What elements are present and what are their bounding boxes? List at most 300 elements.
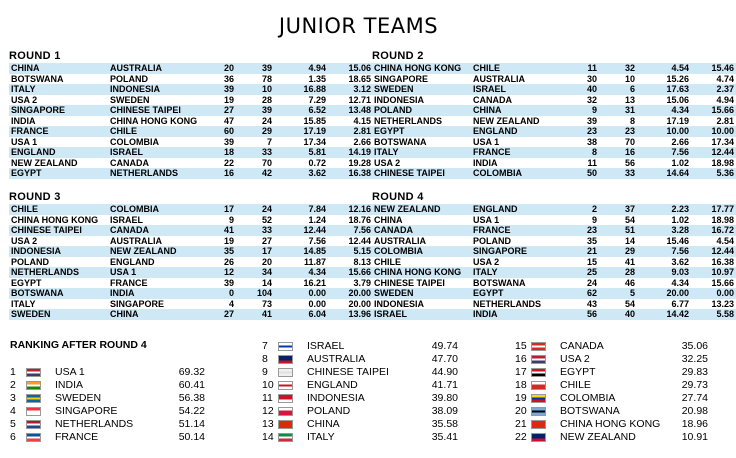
team-b: FRANCE (471, 147, 571, 158)
imps-b: 24 (236, 204, 274, 215)
team-b: FRANCE (471, 225, 571, 236)
rank-score: 20.98 (681, 405, 708, 417)
vp-a: 6.52 (274, 105, 328, 116)
round-4-section (372, 190, 734, 320)
team-b: ENGLAND (471, 126, 571, 137)
imps-b: 34 (236, 267, 274, 278)
imps-a: 25 (571, 267, 599, 278)
vp-b: 8.13 (328, 257, 373, 268)
match-row (9, 84, 373, 95)
rank-position: 14 (262, 431, 274, 443)
vp-b: 13.48 (328, 105, 373, 116)
match-row (9, 299, 373, 310)
ranking-column-2 (262, 340, 458, 444)
team-b: CHILE (471, 63, 571, 74)
results-table (372, 63, 736, 179)
team-a: ITALY (372, 147, 471, 158)
vp-a: 2.66 (637, 137, 691, 148)
vp-a: 4.94 (274, 63, 328, 74)
team-a: CHINESE TAIPEI (372, 168, 471, 179)
rank-position: 6 (10, 431, 16, 443)
imps-a: 56 (571, 309, 599, 320)
imps-b: 28 (236, 95, 274, 106)
team-a: USA 2 (372, 158, 471, 169)
ranking-row (515, 405, 708, 418)
imps-b: 41 (599, 257, 637, 268)
imps-b: 51 (599, 225, 637, 236)
imps-b: 104 (236, 288, 274, 299)
vp-a: 17.34 (274, 137, 328, 148)
team-b: CANADA (108, 158, 208, 169)
rank-team: NEW ZEALAND (560, 431, 636, 443)
team-a: FRANCE (9, 126, 108, 137)
rank-position: 7 (262, 340, 268, 352)
ranking-row (10, 431, 205, 444)
rank-score: 56.38 (178, 392, 205, 404)
team-a: NEW ZEALAND (9, 158, 108, 169)
vp-a: 10.00 (637, 126, 691, 137)
imps-a: 43 (571, 299, 599, 310)
match-row (372, 225, 736, 236)
vp-b: 20.00 (328, 299, 373, 310)
match-row (372, 257, 736, 268)
imps-a: 60 (208, 126, 236, 137)
team-b: ISRAEL (108, 215, 208, 226)
vp-b: 0.00 (691, 288, 736, 299)
team-a: EGYPT (372, 126, 471, 137)
team-b: ISRAEL (471, 84, 571, 95)
imps-a: 40 (571, 84, 599, 95)
imps-a: 9 (571, 105, 599, 116)
vp-a: 1.02 (637, 215, 691, 226)
vp-a: 15.06 (637, 95, 691, 106)
round-2-section (372, 49, 734, 179)
team-a: CHINA (9, 63, 108, 74)
vp-b: 4.54 (691, 236, 736, 247)
ranking-row (262, 392, 458, 405)
rank-score: 47.70 (431, 353, 458, 365)
match-row (9, 137, 373, 148)
imps-b: 7 (236, 137, 274, 148)
imps-a: 23 (571, 225, 599, 236)
match-row (9, 288, 373, 299)
ranking-row (515, 366, 708, 379)
imps-a: 26 (208, 257, 236, 268)
vp-a: 7.56 (274, 236, 328, 247)
imps-b: 20 (236, 257, 274, 268)
rank-position: 5 (10, 418, 16, 430)
team-a: AUSTRALIA (372, 236, 471, 247)
rank-team: INDONESIA (307, 392, 365, 404)
team-a: NETHERLANDS (372, 116, 471, 127)
imps-a: 19 (208, 95, 236, 106)
team-a: SINGAPORE (9, 105, 108, 116)
team-a: SWEDEN (9, 309, 108, 320)
team-b: INDONESIA (108, 84, 208, 95)
imps-b: 16 (599, 147, 637, 158)
team-b: AUSTRALIA (108, 63, 208, 74)
imps-a: 19 (208, 236, 236, 247)
round-title: ROUND 2 (372, 50, 424, 62)
imps-a: 36 (208, 74, 236, 85)
imps-a: 11 (571, 158, 599, 169)
vp-a: 7.84 (274, 204, 328, 215)
imps-a: 23 (571, 126, 599, 137)
imps-a: 32 (571, 95, 599, 106)
imps-b: 13 (599, 95, 637, 106)
rank-score: 10.91 (681, 431, 708, 443)
vp-a: 14.85 (274, 246, 328, 257)
country-flag-icon (278, 394, 293, 403)
team-b: FRANCE (108, 278, 208, 289)
rank-team: CHINESE TAIPEI (307, 366, 389, 378)
team-a: BOTSWANA (372, 137, 471, 148)
vp-a: 15.85 (274, 116, 328, 127)
ranking-row (262, 405, 458, 418)
country-flag-icon (278, 433, 293, 442)
vp-a: 17.19 (637, 116, 691, 127)
ranking-row (515, 353, 708, 366)
team-b: CANADA (471, 95, 571, 106)
imps-a: 4 (208, 299, 236, 310)
imps-b: 29 (236, 126, 274, 137)
vp-a: 7.56 (637, 147, 691, 158)
match-row (372, 299, 736, 310)
vp-b: 3.12 (328, 84, 373, 95)
rank-team: CANADA (560, 340, 604, 352)
country-flag-icon (26, 381, 41, 390)
rank-team: BOTSWANA (560, 405, 620, 417)
imps-a: 38 (571, 137, 599, 148)
vp-a: 20.00 (637, 288, 691, 299)
rank-team: SINGAPORE (55, 405, 118, 417)
vp-a: 5.81 (274, 147, 328, 158)
vp-b: 13.96 (328, 309, 373, 320)
rank-position: 20 (515, 405, 527, 417)
imps-b: 32 (599, 63, 637, 74)
ranking-row (10, 366, 205, 379)
team-b: CHINA HONG KONG (108, 116, 208, 127)
vp-b: 3.79 (328, 278, 373, 289)
imps-a: 9 (208, 215, 236, 226)
imps-a: 2 (571, 204, 599, 215)
rank-score: 54.22 (178, 405, 205, 417)
vp-b: 16.38 (328, 168, 373, 179)
team-a: USA 2 (9, 95, 108, 106)
vp-b: 2.66 (328, 137, 373, 148)
imps-a: 27 (208, 309, 236, 320)
rank-position: 4 (10, 405, 16, 417)
vp-b: 15.06 (328, 63, 373, 74)
imps-b: 10 (599, 74, 637, 85)
ranking-row (10, 392, 205, 405)
team-b: ISRAEL (108, 147, 208, 158)
imps-a: 8 (571, 147, 599, 158)
match-row (372, 74, 736, 85)
imps-b: 56 (599, 158, 637, 169)
team-a: NEW ZEALAND (372, 204, 471, 215)
vp-b: 16.72 (691, 225, 736, 236)
team-a: NETHERLANDS (9, 267, 108, 278)
rank-score: 38.09 (431, 405, 458, 417)
vp-b: 16.38 (691, 257, 736, 268)
imps-b: 37 (599, 204, 637, 215)
vp-b: 4.15 (328, 116, 373, 127)
country-flag-icon (278, 342, 293, 351)
imps-b: 6 (599, 84, 637, 95)
vp-a: 3.62 (274, 168, 328, 179)
match-row (372, 147, 736, 158)
rank-score: 49.74 (431, 340, 458, 352)
ranking-row (262, 340, 458, 353)
rank-team: CHINA HONG KONG (560, 418, 661, 430)
country-flag-icon (26, 368, 41, 377)
vp-b: 2.37 (691, 84, 736, 95)
vp-b: 12.44 (691, 147, 736, 158)
imps-a: 41 (208, 225, 236, 236)
team-b: INDIA (471, 309, 571, 320)
vp-a: 14.64 (637, 168, 691, 179)
imps-b: 10 (236, 84, 274, 95)
ranking-row (515, 392, 708, 405)
team-b: USA 1 (471, 215, 571, 226)
ranking-column-3 (515, 340, 708, 444)
team-a: CHILE (372, 257, 471, 268)
match-row (9, 116, 373, 127)
vp-b: 12.16 (328, 204, 373, 215)
vp-b: 20.00 (328, 288, 373, 299)
round-3-section (9, 190, 371, 320)
rank-position: 13 (262, 418, 274, 430)
team-a: SWEDEN (372, 288, 471, 299)
team-b: ITALY (471, 267, 571, 278)
rank-position: 16 (515, 353, 527, 365)
imps-b: 78 (236, 74, 274, 85)
team-b: SWEDEN (108, 95, 208, 106)
vp-a: 1.35 (274, 74, 328, 85)
ranking-row (515, 379, 708, 392)
vp-b: 15.66 (691, 105, 736, 116)
team-a: INDONESIA (9, 246, 108, 257)
imps-a: 39 (208, 84, 236, 95)
rank-position: 22 (515, 431, 527, 443)
imps-b: 70 (599, 137, 637, 148)
team-b: CANADA (108, 225, 208, 236)
rank-team: POLAND (307, 405, 351, 417)
imps-b: 42 (236, 168, 274, 179)
imps-a: 17 (208, 204, 236, 215)
ranking-title: RANKING AFTER ROUND 4 (10, 339, 147, 351)
rank-score: 35.41 (431, 431, 458, 443)
imps-a: 50 (571, 168, 599, 179)
vp-b: 10.97 (691, 267, 736, 278)
vp-b: 18.98 (691, 215, 736, 226)
team-b: NETHERLANDS (471, 299, 571, 310)
vp-b: 18.65 (328, 74, 373, 85)
ranking-row (10, 379, 205, 392)
results-table (372, 204, 736, 320)
round-title: ROUND 3 (9, 191, 61, 203)
match-row (372, 288, 736, 299)
rank-team: USA 1 (55, 366, 85, 378)
vp-a: 0.00 (274, 288, 328, 299)
team-a: USA 1 (9, 137, 108, 148)
team-a: SWEDEN (372, 84, 471, 95)
match-row (9, 225, 373, 236)
match-row (372, 168, 736, 179)
country-flag-icon (531, 394, 546, 403)
vp-a: 15.26 (637, 74, 691, 85)
rank-position: 1 (10, 366, 16, 378)
imps-a: 0 (208, 288, 236, 299)
vp-a: 0.72 (274, 158, 328, 169)
match-row (9, 95, 373, 106)
vp-b: 18.76 (328, 215, 373, 226)
rank-position: 12 (262, 405, 274, 417)
imps-a: 62 (571, 288, 599, 299)
team-b: USA 2 (471, 257, 571, 268)
team-b: AUSTRALIA (108, 236, 208, 247)
vp-a: 3.28 (637, 225, 691, 236)
vp-b: 12.44 (691, 246, 736, 257)
rank-position: 10 (262, 379, 274, 391)
imps-a: 47 (208, 116, 236, 127)
imps-a: 35 (571, 236, 599, 247)
team-b: CHINA (108, 309, 208, 320)
match-row (9, 215, 373, 226)
rank-score: 29.73 (681, 379, 708, 391)
rank-position: 17 (515, 366, 527, 378)
rank-team: INDIA (55, 379, 84, 391)
rank-score: 27.74 (681, 392, 708, 404)
imps-a: 20 (208, 63, 236, 74)
vp-a: 1.24 (274, 215, 328, 226)
team-a: CANADA (372, 225, 471, 236)
team-b: BOTSWANA (471, 278, 571, 289)
team-a: CHINA HONG KONG (9, 215, 108, 226)
vp-a: 4.34 (274, 267, 328, 278)
rank-team: SWEDEN (55, 392, 102, 404)
match-row (9, 105, 373, 116)
ranking-column-1 (10, 366, 205, 444)
match-row (372, 278, 736, 289)
country-flag-icon (278, 420, 293, 429)
imps-b: 14 (599, 236, 637, 247)
country-flag-icon (531, 368, 546, 377)
team-a: CHINA (372, 215, 471, 226)
match-row (372, 309, 736, 320)
imps-a: 39 (571, 116, 599, 127)
ranking-row (515, 418, 708, 431)
rank-position: 2 (10, 379, 16, 391)
vp-b: 7.56 (328, 225, 373, 236)
ranking-row (515, 340, 708, 353)
match-row (9, 267, 373, 278)
rank-score: 41.71 (431, 379, 458, 391)
rank-score: 51.14 (178, 418, 205, 430)
rank-score: 35.58 (431, 418, 458, 430)
vp-b: 4.94 (691, 95, 736, 106)
team-b: SINGAPORE (471, 246, 571, 257)
team-b: NEW ZEALAND (108, 246, 208, 257)
rank-team: CHILE (560, 379, 591, 391)
team-a: ITALY (9, 84, 108, 95)
rank-score: 39.80 (431, 392, 458, 404)
vp-a: 6.04 (274, 309, 328, 320)
team-b: NEW ZEALAND (471, 116, 571, 127)
team-b: EGYPT (471, 288, 571, 299)
imps-b: 17 (236, 246, 274, 257)
imps-a: 30 (571, 74, 599, 85)
imps-b: 40 (599, 309, 637, 320)
vp-a: 17.63 (637, 84, 691, 95)
imps-b: 23 (599, 126, 637, 137)
vp-b: 2.81 (328, 126, 373, 137)
team-b: SINGAPORE (108, 299, 208, 310)
team-a: POLAND (372, 105, 471, 116)
match-row (372, 246, 736, 257)
vp-b: 5.36 (691, 168, 736, 179)
vp-b: 15.66 (328, 267, 373, 278)
imps-b: 33 (236, 147, 274, 158)
vp-b: 13.23 (691, 299, 736, 310)
imps-a: 27 (208, 105, 236, 116)
country-flag-icon (278, 381, 293, 390)
team-b: COLOMBIA (471, 168, 571, 179)
rank-score: 35.06 (681, 340, 708, 352)
vp-b: 4.74 (691, 74, 736, 85)
vp-a: 4.34 (637, 105, 691, 116)
ranking-row (262, 418, 458, 431)
match-row (9, 63, 373, 74)
rank-score: 18.96 (681, 418, 708, 430)
vp-b: 2.81 (691, 116, 736, 127)
country-flag-icon (26, 407, 41, 416)
country-flag-icon (531, 433, 546, 442)
vp-a: 4.34 (637, 278, 691, 289)
results-table (9, 63, 373, 179)
country-flag-icon (531, 420, 546, 429)
imps-b: 8 (599, 116, 637, 127)
team-b: COLOMBIA (108, 137, 208, 148)
imps-a: 12 (208, 267, 236, 278)
ranking-row (262, 353, 458, 366)
imps-a: 22 (208, 158, 236, 169)
vp-a: 17.19 (274, 126, 328, 137)
round-1-section (9, 49, 371, 179)
rank-position: 3 (10, 392, 16, 404)
team-b: ENGLAND (471, 204, 571, 215)
imps-b: 70 (236, 158, 274, 169)
imps-a: 24 (571, 278, 599, 289)
results-table (9, 204, 373, 320)
vp-b: 5.15 (328, 246, 373, 257)
rank-score: 32.25 (681, 353, 708, 365)
rank-position: 19 (515, 392, 527, 404)
team-b: CHILE (108, 126, 208, 137)
team-a: BOTSWANA (9, 288, 108, 299)
team-b: COLOMBIA (108, 204, 208, 215)
vp-b: 5.58 (691, 309, 736, 320)
rank-position: 15 (515, 340, 527, 352)
match-row (372, 95, 736, 106)
team-a: CHINA HONG KONG (372, 63, 471, 74)
imps-b: 24 (236, 116, 274, 127)
ranking-row (10, 405, 205, 418)
match-row (372, 116, 736, 127)
team-a: INDONESIA (372, 95, 471, 106)
vp-b: 18.98 (691, 158, 736, 169)
